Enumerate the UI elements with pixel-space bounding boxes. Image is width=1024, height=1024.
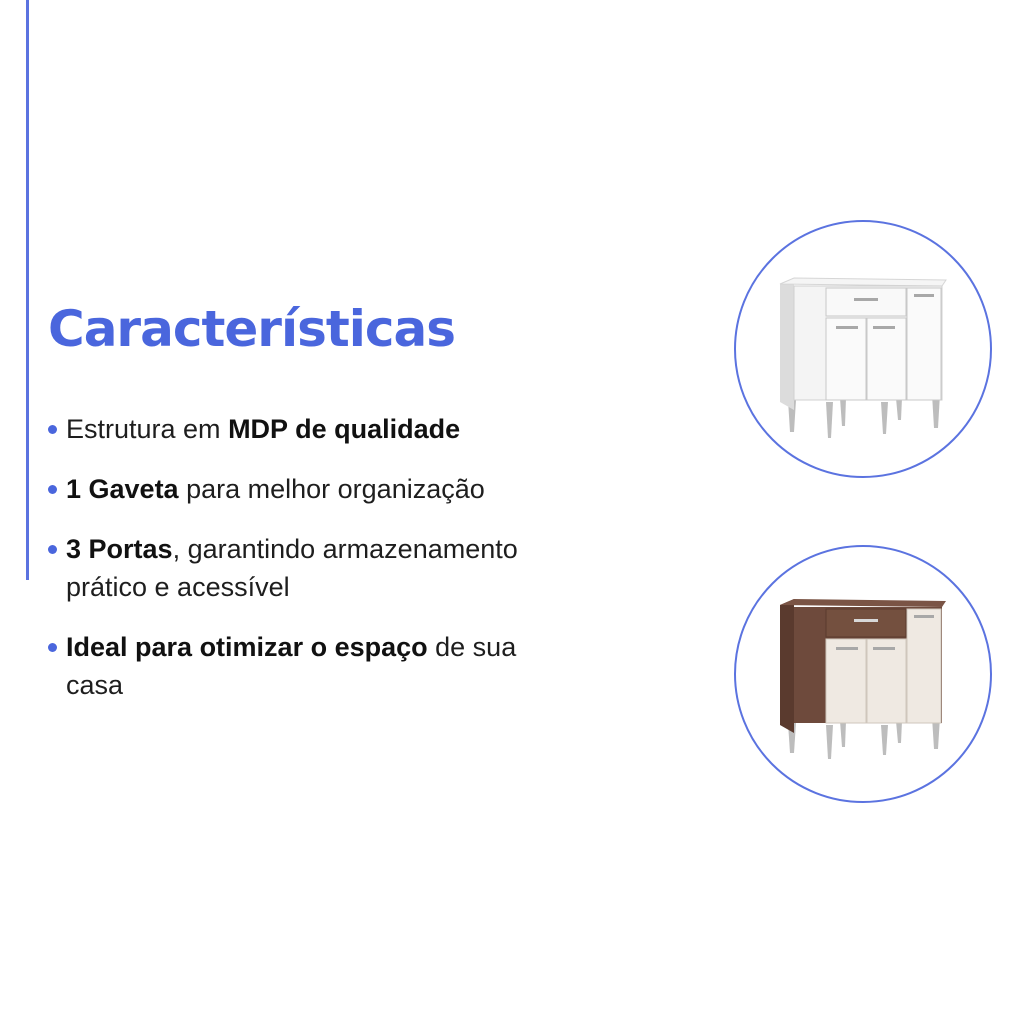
bullet-icon: [48, 485, 57, 494]
page-title: Características: [48, 300, 456, 358]
feature-list: [48, 410, 538, 726]
feature-highlight: 1 Gaveta: [66, 474, 179, 504]
bullet-icon: [48, 425, 57, 434]
feature-item: [48, 628, 538, 704]
feature-highlight: 3 Portas: [66, 534, 173, 564]
feature-item: [48, 530, 538, 606]
feature-item: [48, 470, 538, 508]
feature-text: para melhor organização: [178, 474, 485, 504]
feature-text: de sua casa: [66, 632, 517, 700]
product-image-wood-cabinet: [734, 545, 992, 803]
bullet-icon: [48, 545, 57, 554]
feature-highlight: MDP de qualidade: [228, 414, 461, 444]
product-image-white-cabinet: [734, 220, 992, 478]
accent-line: [26, 0, 29, 580]
feature-highlight: Ideal para otimizar o espaço: [66, 632, 428, 662]
cabinet-white-icon: [736, 222, 992, 478]
feature-text: Estrutura em: [66, 414, 229, 444]
cabinet-wood-icon: [736, 547, 992, 803]
bullet-icon: [48, 643, 57, 652]
feature-text: , garantindo armazenamento prático e acessível: [66, 534, 518, 602]
feature-item: [48, 410, 538, 448]
